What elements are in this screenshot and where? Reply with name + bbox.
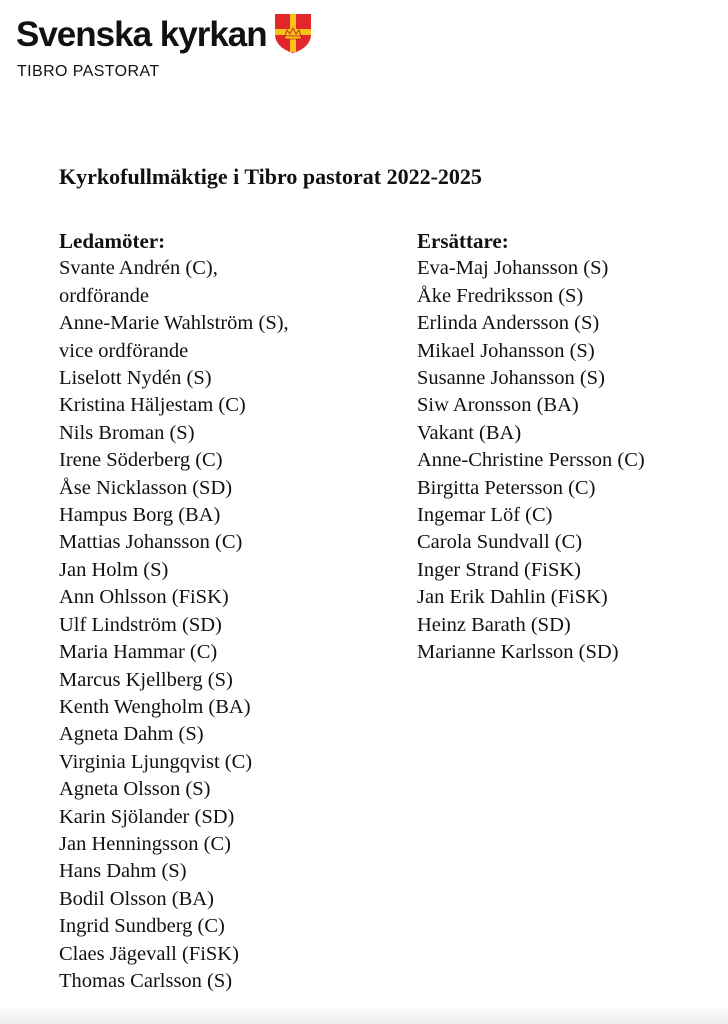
substitute-entry: Birgitta Petersson (C) xyxy=(417,476,596,499)
page-header xyxy=(16,14,313,81)
member-entry: Hans Dahm (S) xyxy=(59,860,187,883)
member-entry: Thomas Carlsson (S) xyxy=(59,969,233,992)
substitute-entry: Erlinda Andersson (S) xyxy=(417,312,600,335)
document-title: Kyrkofullmäktige i Tibro pastorat 2022-2025 xyxy=(59,164,482,189)
substitute-entry: Anne-Christine Persson (C) xyxy=(417,449,645,472)
member-entry: Virginia Ljungqvist (C) xyxy=(59,750,253,773)
member-entry: Claes Jägevall (FiSK) xyxy=(59,942,239,965)
member-entry: Nils Broman (S) xyxy=(59,421,195,444)
member-entry: Jan Holm (S) xyxy=(59,558,169,581)
substitute-entry: Vakant (BA) xyxy=(417,421,522,444)
member-entry: Marcus Kjellberg (S) xyxy=(59,668,233,691)
member-entry: Liselott Nydén (S) xyxy=(59,367,212,390)
member-role: vice ordförande xyxy=(59,339,189,362)
substitutes-list xyxy=(417,255,717,666)
crest-crown-band xyxy=(285,36,301,39)
member-entry: Maria Hammar (C) xyxy=(59,641,218,664)
member-entry: Bodil Olsson (BA) xyxy=(59,887,214,910)
member-entry: Åse Nicklasson (SD) xyxy=(59,476,233,499)
members-list xyxy=(59,255,379,995)
member-entry: Ann Ohlsson (FiSK) xyxy=(59,586,229,609)
substitutes-column xyxy=(417,228,717,667)
member-entry: Agneta Dahm (S) xyxy=(59,723,204,746)
members-column xyxy=(59,228,379,995)
page-bottom-edge xyxy=(0,1006,728,1024)
substitute-entry: Mikael Johansson (S) xyxy=(417,339,595,362)
member-entry: Anne-Marie Wahlström (S), xyxy=(59,312,289,335)
substitute-entry: Heinz Barath (SD) xyxy=(417,613,571,636)
substitute-entry: Ingemar Löf (C) xyxy=(417,504,553,527)
organization-subtitle: TIBRO PASTORAT xyxy=(17,63,160,80)
member-entry: Kenth Wengholm (BA) xyxy=(59,695,251,718)
member-entry: Ingrid Sundberg (C) xyxy=(59,915,225,938)
member-role: ordförande xyxy=(59,284,149,307)
member-entry: Kristina Häljestam (C) xyxy=(59,394,246,417)
member-entry: Mattias Johansson (C) xyxy=(59,531,243,554)
brand-name: Svenska kyrkan xyxy=(16,14,267,54)
substitute-entry: Marianne Karlsson (SD) xyxy=(417,641,619,664)
substitutes-heading: Ersättare: xyxy=(417,229,509,253)
substitute-entry: Carola Sundvall (C) xyxy=(417,531,583,554)
substitute-entry: Inger Strand (FiSK) xyxy=(417,558,581,581)
member-entry: Hampus Borg (BA) xyxy=(59,504,221,527)
church-crest-icon xyxy=(273,12,313,54)
member-entry: Svante Andrén (C), xyxy=(59,257,218,280)
brand-row xyxy=(16,14,313,54)
substitute-entry: Åke Fredriksson (S) xyxy=(417,284,584,307)
substitute-entry: Siw Aronsson (BA) xyxy=(417,394,579,417)
substitute-entry: Jan Erik Dahlin (FiSK) xyxy=(417,586,608,609)
substitute-entry: Susanne Johansson (S) xyxy=(417,367,605,390)
members-heading: Ledamöter: xyxy=(59,229,166,253)
member-entry: Irene Söderberg (C) xyxy=(59,449,223,472)
member-entry: Karin Sjölander (SD) xyxy=(59,805,235,828)
member-entry: Jan Henningsson (C) xyxy=(59,832,231,855)
member-entry: Ulf Lindström (SD) xyxy=(59,613,222,636)
member-entry: Agneta Olsson (S) xyxy=(59,778,211,801)
substitute-entry: Eva-Maj Johansson (S) xyxy=(417,257,609,280)
